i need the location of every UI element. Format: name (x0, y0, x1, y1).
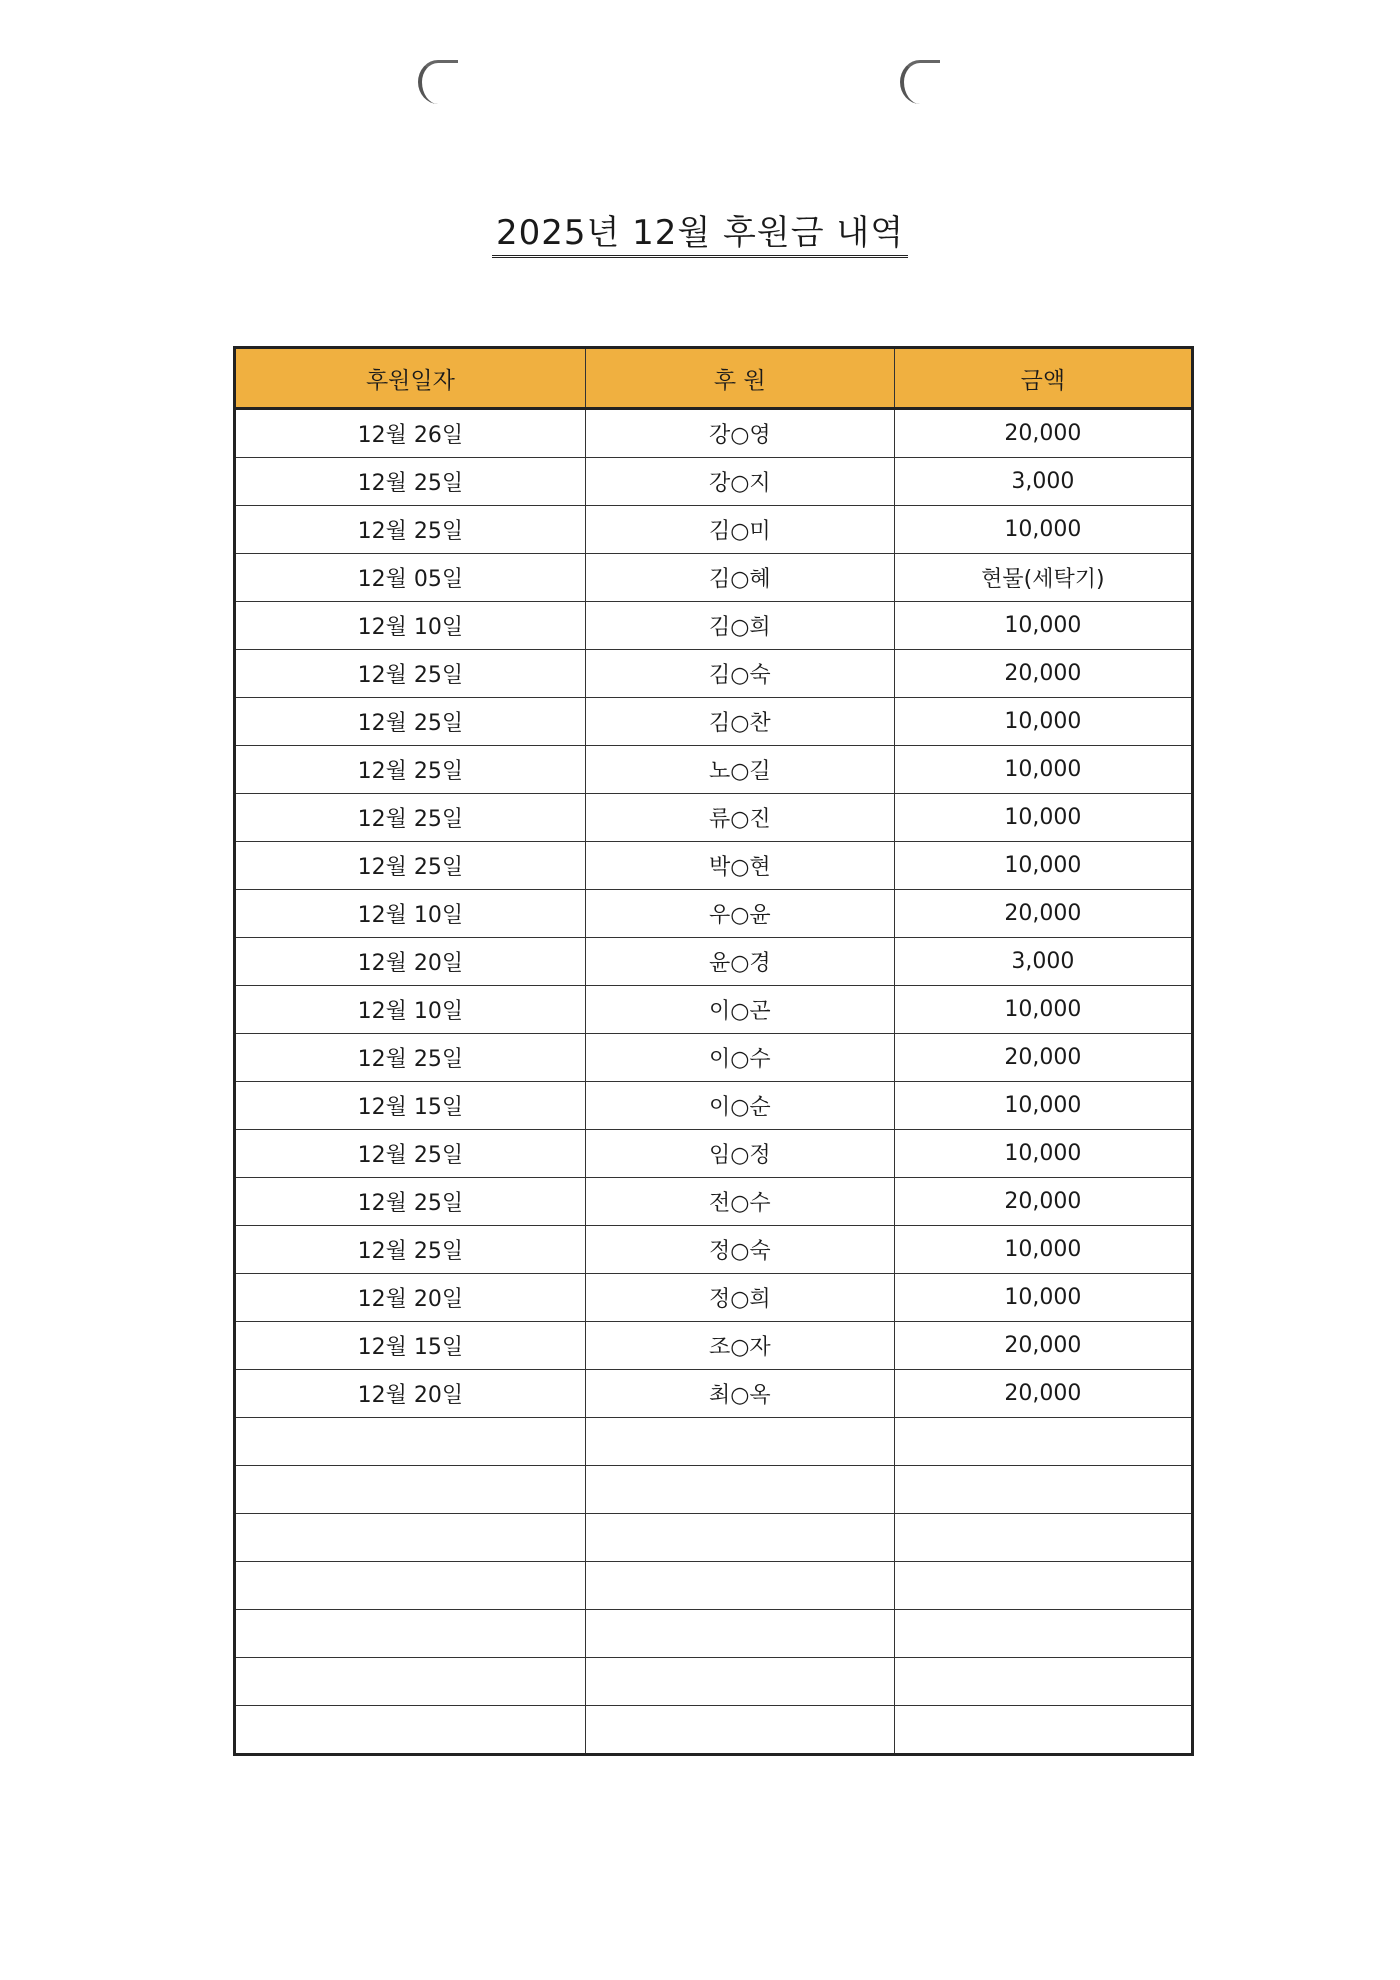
cell-date: 12월 20일 (235, 1274, 586, 1322)
cell-amount: 20,000 (894, 1178, 1192, 1226)
table-row (235, 938, 1193, 986)
table-row (235, 554, 1193, 602)
cell-date: 12월 15일 (235, 1082, 586, 1130)
cell-amount: 20,000 (894, 1322, 1192, 1370)
blank-cell (585, 1466, 894, 1514)
cell-date: 12월 10일 (235, 602, 586, 650)
table-row (235, 458, 1193, 506)
cell-donor: 노○길 (585, 746, 894, 794)
cell-donor: 이○수 (585, 1034, 894, 1082)
punch-hole-right (900, 60, 940, 104)
cell-date: 12월 25일 (235, 1034, 586, 1082)
cell-amount: 20,000 (894, 890, 1192, 938)
blank-cell (894, 1418, 1192, 1466)
cell-amount: 10,000 (894, 698, 1192, 746)
cell-donor: 임○정 (585, 1130, 894, 1178)
cell-amount: 3,000 (894, 458, 1192, 506)
cell-date: 12월 26일 (235, 409, 586, 458)
blank-row (235, 1562, 1193, 1610)
cell-amount: 10,000 (894, 1130, 1192, 1178)
cell-date: 12월 25일 (235, 698, 586, 746)
page-title (0, 205, 1400, 254)
blank-cell (235, 1658, 586, 1706)
cell-donor: 전○수 (585, 1178, 894, 1226)
cell-date: 12월 25일 (235, 1226, 586, 1274)
cell-donor: 정○희 (585, 1274, 894, 1322)
blank-cell (235, 1514, 586, 1562)
cell-amount: 10,000 (894, 986, 1192, 1034)
cell-date: 12월 20일 (235, 938, 586, 986)
blank-row (235, 1418, 1193, 1466)
blank-row (235, 1706, 1193, 1755)
table-row (235, 842, 1193, 890)
cell-date: 12월 25일 (235, 794, 586, 842)
cell-amount: 20,000 (894, 1034, 1192, 1082)
cell-donor: 조○자 (585, 1322, 894, 1370)
cell-donor: 우○윤 (585, 890, 894, 938)
cell-date: 12월 05일 (235, 554, 586, 602)
cell-date: 12월 20일 (235, 1370, 586, 1418)
blank-cell (585, 1514, 894, 1562)
donation-table (233, 346, 1194, 1756)
cell-donor: 이○곤 (585, 986, 894, 1034)
blank-cell (894, 1562, 1192, 1610)
cell-date: 12월 15일 (235, 1322, 586, 1370)
blank-cell (235, 1466, 586, 1514)
table-header-row (235, 348, 1193, 409)
table-row (235, 650, 1193, 698)
cell-donor: 강○영 (585, 409, 894, 458)
header-donor: 후 원 (585, 348, 894, 409)
cell-date: 12월 25일 (235, 1130, 586, 1178)
blank-cell (894, 1610, 1192, 1658)
table-row (235, 1322, 1193, 1370)
cell-donor: 김○혜 (585, 554, 894, 602)
blank-cell (894, 1658, 1192, 1706)
cell-amount: 현물(세탁기) (894, 554, 1192, 602)
cell-amount: 10,000 (894, 1082, 1192, 1130)
cell-date: 12월 25일 (235, 458, 586, 506)
blank-cell (585, 1418, 894, 1466)
cell-donor: 김○희 (585, 602, 894, 650)
table-row (235, 602, 1193, 650)
table-row (235, 890, 1193, 938)
table-row (235, 746, 1193, 794)
blank-cell (235, 1418, 586, 1466)
cell-donor: 이○순 (585, 1082, 894, 1130)
cell-donor: 김○미 (585, 506, 894, 554)
cell-donor: 김○숙 (585, 650, 894, 698)
page-title-text: 2025년 12월 후원금 내역 (492, 213, 908, 258)
cell-amount: 10,000 (894, 746, 1192, 794)
table-row (235, 506, 1193, 554)
cell-date: 12월 10일 (235, 986, 586, 1034)
cell-amount: 10,000 (894, 842, 1192, 890)
table-row (235, 1034, 1193, 1082)
cell-date: 12월 25일 (235, 1178, 586, 1226)
blank-cell (894, 1466, 1192, 1514)
cell-donor: 류○진 (585, 794, 894, 842)
blank-row (235, 1610, 1193, 1658)
header-date: 후원일자 (235, 348, 586, 409)
cell-amount: 10,000 (894, 506, 1192, 554)
cell-amount: 20,000 (894, 650, 1192, 698)
cell-donor: 윤○경 (585, 938, 894, 986)
cell-date: 12월 10일 (235, 890, 586, 938)
blank-cell (585, 1706, 894, 1755)
blank-cell (585, 1610, 894, 1658)
punch-hole-left (418, 60, 458, 104)
blank-cell (235, 1706, 586, 1755)
cell-date: 12월 25일 (235, 650, 586, 698)
blank-cell (894, 1514, 1192, 1562)
table-row (235, 1082, 1193, 1130)
table-row (235, 409, 1193, 458)
cell-donor: 박○현 (585, 842, 894, 890)
table-row (235, 1178, 1193, 1226)
blank-cell (235, 1610, 586, 1658)
table-row (235, 794, 1193, 842)
cell-donor: 정○숙 (585, 1226, 894, 1274)
cell-amount: 10,000 (894, 794, 1192, 842)
table-row (235, 1130, 1193, 1178)
table-row (235, 1370, 1193, 1418)
blank-cell (894, 1706, 1192, 1755)
blank-row (235, 1466, 1193, 1514)
table-row (235, 1274, 1193, 1322)
cell-amount: 10,000 (894, 602, 1192, 650)
table-body (235, 409, 1193, 1755)
header-amount: 금액 (894, 348, 1192, 409)
table-row (235, 698, 1193, 746)
blank-cell (585, 1658, 894, 1706)
cell-date: 12월 25일 (235, 842, 586, 890)
table-row (235, 986, 1193, 1034)
cell-date: 12월 25일 (235, 506, 586, 554)
blank-cell (235, 1562, 586, 1610)
blank-row (235, 1514, 1193, 1562)
blank-row (235, 1658, 1193, 1706)
cell-date: 12월 25일 (235, 746, 586, 794)
cell-amount: 3,000 (894, 938, 1192, 986)
cell-amount: 20,000 (894, 409, 1192, 458)
cell-amount: 10,000 (894, 1226, 1192, 1274)
cell-amount: 20,000 (894, 1370, 1192, 1418)
cell-donor: 강○지 (585, 458, 894, 506)
table-row (235, 1226, 1193, 1274)
cell-amount: 10,000 (894, 1274, 1192, 1322)
cell-donor: 김○찬 (585, 698, 894, 746)
blank-cell (585, 1562, 894, 1610)
cell-donor: 최○옥 (585, 1370, 894, 1418)
